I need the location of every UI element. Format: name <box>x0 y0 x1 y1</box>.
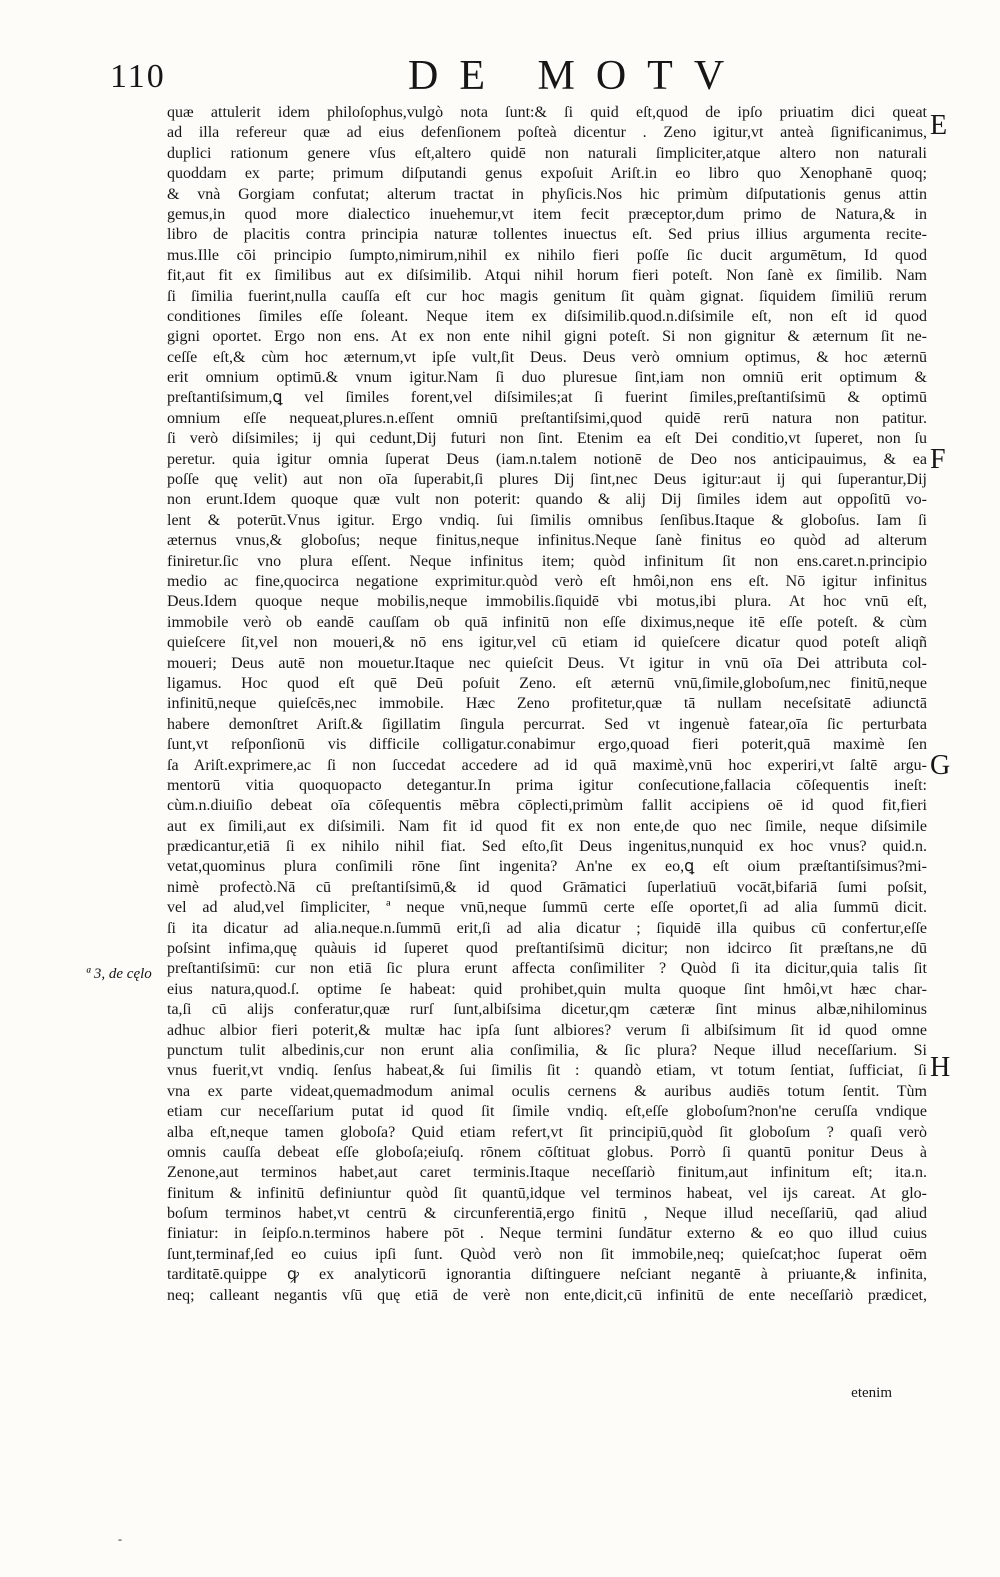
text-line: omnis cauſſa debeat eſſe globoſa;eiuſq. rōnem cōſtituat globus. Porrò ſi quantū ponitur Deus à <box>167 1143 927 1161</box>
text-line: ſunt,vt reſponſionū vis difficile colligatur.conabimur ergo,quoad fieri poterit,quā maximè ſen <box>167 736 927 754</box>
text-line: boſum terminos habet,vt centrū & circunferentiā,ergo finitū , Neque illud neceſſariū, qad aliud <box>167 1205 927 1223</box>
margin-note: ª 3, de cęlo <box>86 966 152 982</box>
text-line: finiatur: in ſeipſo.n.terminos habere pōt . Neque termini ſundātur externo & eo quo illud cuius <box>167 1225 927 1243</box>
text-line: preſtantiſsimum,ꝗ vel ſimiles forent,vel diſsimiles;at ſi fuerint ſimiles,preſtantiſsimū & optimū <box>167 389 927 407</box>
margin-letter-g: G <box>930 750 951 781</box>
footer-mark: - <box>118 1532 122 1546</box>
text-line: habere demonſtret Ariſt.& ſigillatim ſingula percurrat. Sed vt ingenuè fatear,oīa ſic perturbata <box>167 715 927 733</box>
text-line: aut ex ſimili,aut ex diſsimili. Nam fit id quod fit ex non ente,de quo nec ſimile, neque diſsimile <box>167 817 927 835</box>
text-line: moueri; Deus autē non mouetur.Itaque nec quieſcit Deus. Vt igitur in vnū oīa Dei attributa col- <box>167 654 927 672</box>
text-line: libro de placitis contra principia naturæ tollentes inuectus eſt. Sed prius illius argumenta recite- <box>167 226 927 244</box>
text-line: ta,ſi cū alijs conferatur,quæ rurſ ſunt,albiſsima dicetur,qm cæteræ ſint minus albæ,nihilominus <box>167 1001 927 1019</box>
text-line: non erunt.Idem quoque quæ vult non poterit: quando & alij Dij ſimiles idem aut oppoſitū vo- <box>167 491 927 509</box>
text-line: finiretur.ſic vno plura eſſent. Neque infinitus item; quòd infinitum ſit non ens.caret.n.principio <box>167 552 927 570</box>
page-number: 110 <box>110 58 166 95</box>
text-line: gigni oportet. Ergo non ens. At ex non ente nihil gigni poteſt. Si non gignitur & æternum ſit ne- <box>167 328 927 346</box>
text-line: etiam cur neceſſarium putat id quod ſit ſimile vndiq. eſt,eſſe globoſum?non'ne ceruſſa vndique <box>167 1103 927 1121</box>
text-line: vnus fuerit,vt vndiq. ſenſus habeat,& ſui ſimilis ſit : quandò etiam, vt totum ſentiat, ſufficiat, ſi <box>167 1062 927 1080</box>
margin-letter-f: F <box>930 444 946 475</box>
text-line: ſa Ariſt.exprimere,ac ſi non ſuccedat accedere ad id quā maximè,vnū hoc experiri,vt ſaltē argu- <box>167 756 927 774</box>
text-line: omnium eſſe nequeat,plures.n.eſſent omniū preſtantiſsimi,quod quidē rerū natura non patitur. <box>167 409 927 427</box>
text-line: Zenone,aut terminos habet,aut caret terminis.Itaque neceſſariò finitum,aut infinitum eſt; ita.n. <box>167 1164 927 1182</box>
text-line: quæ attulerit idem philoſophus,vulgò nota ſunt:& ſi quid eſt,quod de ipſo priuatim dici queat <box>167 104 927 121</box>
text-line: alba eſt,neque tamen globoſa? Quid etiam refert,vt ſit principiū,quòd ſit globoſum ? quaſi verò <box>167 1123 927 1141</box>
text-line: ad illa refereur quæ ad eius defenſionem poſteà dicentur . Zeno igitur,vt anteà ſignificanimus, <box>167 124 927 142</box>
text-line: vetat,quominus plura conſimili rōne ſint ingenita? An'ne ex eo,ꝗ eſt oium præſtantiſsimus?mi- <box>167 858 927 876</box>
text-line: mus.Ille cōi principio ſumpto,nimirum,nihil ex nihilo fieri poſſe ſic ducit argumētum, Id quod <box>167 246 927 264</box>
text-line: punctum tulit albedinis,cur non erunt alia conſimilia, & ſic plura? Neque illud neceſſarium. Si <box>167 1041 927 1059</box>
margin-letter-e: E <box>930 110 948 141</box>
text-line: Deus.Idem quoque neque mobilis,neque immobilis.ſiquidē vbi motus,ibi plura. At hoc vnū eſt, <box>167 593 927 611</box>
text-line: ligamus. Hoc quod eſt quē Deū poſuit Zeno. eſt æternū vnū,ſimile,globoſum,nec finitū,neque <box>167 674 927 692</box>
text-line: neq; calleant negantis vſū quę etiā de verè non ente,dicit,cū infinitū de ente neceſſariò prædicet, <box>167 1286 927 1304</box>
text-line: gemus,in quod more dialectico inuehemur,vt item fecit præceptor,dum primo de Natura,& in <box>167 205 927 223</box>
text-line: prædicantur,etiā ſi ex nihilo nihil fiat. Sed eſto,ſit Deus ingenitus,nunquid ex hoc vnus? quid.n. <box>167 838 927 856</box>
text-line: conditiones ſimiles eſſe ſoleant. Neque item ex diſsimilib.quod.n.diſsimile eſt, non eſt id quod <box>167 307 927 325</box>
text-line: poſſe quę velit) aut non oīa ſuperabit,ſi plures Dij ſint,nec Deus igitur:aut ij qui ſuperantur,Dij <box>167 471 927 489</box>
text-line: ſi verò diſsimiles; ij qui cedunt,Dij futuri non ſint. Etenim ea eſt Dei conditio,vt ſuperet, non ſu <box>167 430 927 448</box>
text-line: duplici rationum genere vſus eſt,altero quidē non naturali ſimpliciter,atque altero non naturali <box>167 144 927 162</box>
text-line: cùm.n.diuiſio debeat oīa cōſequentis mēbra cōplecti,primùm fallit accipiens oē id quod fit,fieri <box>167 797 927 815</box>
text-line: lent & poterūt.Vnus igitur. Ergo vndiq. ſui ſimilis omnibus ſenſibus.Itaque & globoſus. Iam ſi <box>167 511 927 529</box>
text-line: peretur. quia igitur omnia ſuperat Deus (iam.n.talem notionē de Deo nos anticipauimus, & ea <box>167 450 927 468</box>
text-line: preſtantiſsimū: cur non etiā ſic plura erunt affecta conſimiliter ? Quòd ſi ita dicitur,quia talis ſit <box>167 960 927 978</box>
text-line: ſi ſimilia fuerint,nulla cauſſa eſt cur hoc magis genitum ſit quàm gignat. ſiquidem ſimiliū rerum <box>167 287 927 305</box>
text-line: erit omnium optimū.& vnum igitur.Nam ſi duo pluresue ſint,iam non omniū erit optimum & <box>167 369 927 387</box>
running-head: DE MOTV <box>408 53 746 99</box>
text-line: fit,aut fit ex ſimilibus aut ex diſsimilib. Atqui nihil horum fieri poteſt. Non ſanè ex ſimilib. Nam <box>167 267 927 285</box>
text-line: tarditatē.quippe ꝙ ex analyticorū ignorantia diſtinguere neſciant negantē à priuante,& infinita, <box>167 1266 927 1284</box>
text-line: quieſcere ſit,vel non moueri,& nō ens igitur,vel cū etiam id quieſcere dicatur quod poteſt aliqñ <box>167 634 927 652</box>
text-line: poſsint infima,quę quàuis id ſuperet quod preſtantiſsimū dicitur; non idcirco ſit præſtans,ne dū <box>167 940 927 958</box>
text-line: quoddam ex parte; primum diſputandi genus expoſuit Ariſt.in eo libro quo Xenophanē quoq; <box>167 165 927 183</box>
text-line: adhuc albior fieri poterit,& multæ hac ipſa ſunt albiores? verum ſi albiſsimum ſit id quod omne <box>167 1021 927 1039</box>
text-line: ſi ita dicatur ad alia.neque.n.ſummū erit,ſi ad alia dicatur ; ſiquidē illa quibus cū confertur,eſſe <box>167 919 927 937</box>
text-line: mentorū vitia quoquopacto detegantur.In prima igitur conſecutione,fallacia cōſequentis ineſt: <box>167 776 927 794</box>
catchword: etenim <box>851 1385 892 1401</box>
text-line: nimè profectò.Nā cū preſtantiſsimū,& id quod Grāmatici ſuperlatiuū vocāt,bifariā ſumi poſsit, <box>167 878 927 896</box>
text-line: immobile verò ob eandē cauſſam ob quā infinitū non eſſe diximus,neque itē eſſe poteſt. & cùm <box>167 613 927 631</box>
text-line: ceſſe eſt,& cùm hoc æternum,vt ipſe vult,ſit Deus. Deus verò omnium optimus, & hoc æternū <box>167 348 927 366</box>
body-text <box>167 103 927 1306</box>
text-line: medio ac fine,quocirca negatione exprimitur.quòd verò eſt hmôi,non ens eſt. Nō igitur infinitus <box>167 572 927 590</box>
text-line: infinitū,neque quieſcēs,nec immobile. Hæc Zeno profitetur,quæ tā nullam neceſsitatē adiunctā <box>167 695 927 713</box>
text-line: ſunt,terminaf,ſed eo cuius ipſi ſunt. Quòd verò non ſit immobile,neq; quieſcat;hoc ſuperat oēm <box>167 1245 927 1263</box>
text-line: finitum & infinitū definiuntur quòd ſit quantū,idque vel terminos habeat, vel ijs careat. At glo- <box>167 1184 927 1202</box>
text-line: æternus vnus,& globoſus; neque finitus,neque infinitus.Neque ſanè finitus eo quòd ad alterum <box>167 532 927 550</box>
margin-letter-h: H <box>930 1052 951 1083</box>
text-line: & vnà Gorgiam confutat; alterum tractat in phyſicis.Nos hic primùm diſputationis genus attin <box>167 185 927 203</box>
text-line: vel ad alud,vel ſimpliciter, ª neque vnū,neque ſummū certe eſſe oportet,ſi ad alia ſummū dicit. <box>167 899 927 917</box>
text-line: vna ex parte videat,quemadmodum animal oculis cernens & auribus audiēs totum ſentit. Tùm <box>167 1082 927 1100</box>
text-line: eius natura,quod.ſ. optime ſe habeat: quid prohibet,quin multa quoque ſint hmôi,vt hæc char- <box>167 980 927 998</box>
